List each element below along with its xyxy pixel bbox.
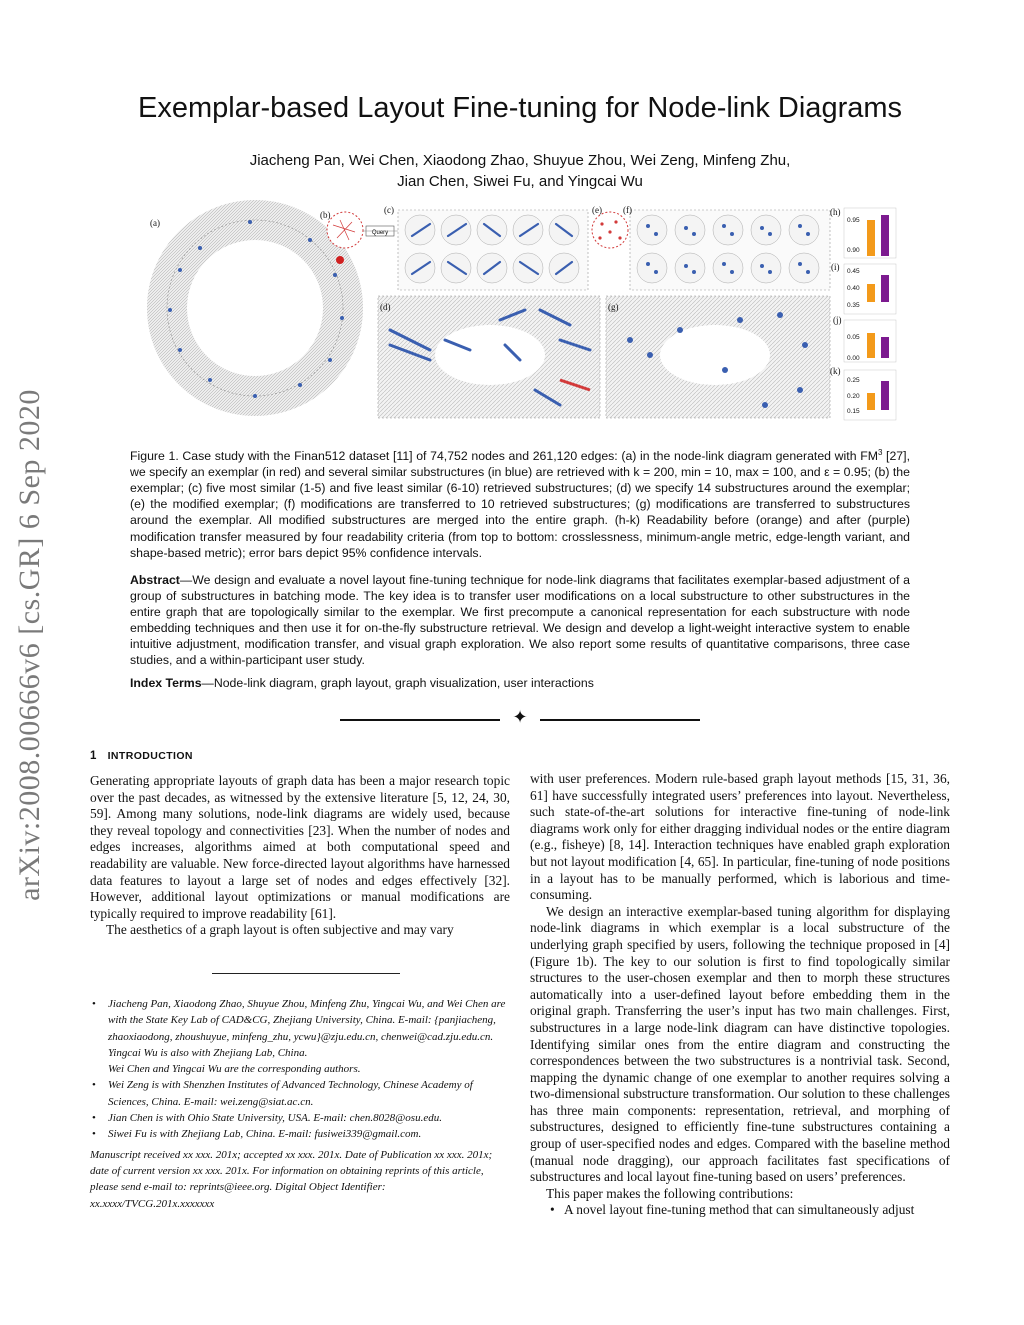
panel-label-e: (e) [592,205,602,215]
footnote-3: • Jian Chen is with Ohio State University, USA. E-mail: chen.8028@osu.edu. [90,1110,512,1126]
manuscript-note: Manuscript received xx xxx. 201x; accepted xx xxx. 201x. Date of Publication xx xxx. 201x; date of current version xx xxx. 201x. For information on obtaining reprints of this article, please send e-mail to: reprints@ieee.org. Digital Object Identifier: xx.xxxx/TVCG.201x.xxxxxxx [90,1148,493,1210]
footnote-1c: Wei Chen and Yingcai Wu are the corresponding authors. [108,1063,361,1076]
paper-title: Exemplar-based Layout Fine-tuning for Node-link Diagrams [137,92,903,124]
bar-k-after [881,381,889,410]
tick-i-1: 0.40 [847,285,860,292]
footnotes [90,996,512,1212]
bar-i-after [881,275,889,302]
arxiv-id-text: arXiv:2008.00666v6 [cs.GR] 6 Sep 2020 [13,389,46,901]
panel-label-k: (k) [830,366,841,376]
query-label: Query [371,230,389,236]
index-terms [130,675,910,691]
panel-label-d: (d) [380,302,391,312]
left-column [90,773,510,939]
panel-label-h: (h) [830,207,841,217]
panel-label-c: (c) [384,205,394,215]
contribution-item-1: • A novel layout fine-tuning method that can simultaneously adjust [530,1202,950,1219]
divider-line-right [540,719,700,721]
intro-paragraph-3: with user preferences. Modern rule-based graph layout methods [15, 31, 36, 61] have successfully integrated users’ preferences into layout. Nevertheless, such state-of-the-art solutions for interactive fine-tuning of node-link diagrams work only for either dragging individual nodes or the entire diagram (e.g., fisheye) [8, 14]. Interaction techniques have enabled graph exploration but not layout modification [4, 65]. In particular, fine-tuning of node positions in a layout has to be manually performed, which is laborious and time-consuming. [530,771,950,903]
bar-h-before [867,220,875,256]
section-divider [340,707,700,730]
exemplar-b [327,212,398,248]
abstract [130,572,910,669]
author-list [180,150,860,192]
figure-caption [130,445,910,561]
abstract-label: Abstract [130,573,180,587]
section-title: INTRODUCTION [107,750,193,762]
caption-superscript: 3 [877,448,883,457]
tick-h-1: 0.90 [847,247,860,254]
tick-i-2: 0.35 [847,302,860,309]
index-terms-text: —Node-link diagram, graph layout, graph visualization, user interactions [201,676,594,690]
caption-part-1: Figure 1. Case study with the Finan512 dataset [11] of 74,752 nodes and 261,120 edges: (a) in the node-link diagram generated with FM [130,449,878,464]
tick-k-1: 0.20 [847,393,860,400]
section-number: 1 [90,750,97,762]
contributions-intro: This paper makes the following contributions: [546,1185,794,1201]
bar-h-after [881,215,889,256]
tick-i-0: 0.45 [847,268,860,275]
footnote-rule [212,973,400,974]
panel-label-i: (i) [831,262,840,272]
authors-line-1: Jiacheng Pan, Wei Chen, Xiaodong Zhao, Shuyue Zhou, Wei Zeng, Minfeng Zhu, [249,152,791,169]
divider-line-left [340,719,500,721]
bar-j-after [881,337,889,358]
footnote-1b: Yingcai Wu is also with Zhejiang Lab, China. [108,1046,308,1059]
section-heading [90,750,193,762]
teaser-figure [140,200,900,425]
intro-paragraph-1: Generating appropriate layouts of graph data has been a major research topic over the past decades, as witnessed by the extensive literature [5, 12, 24, 30, 59]. Among many solutions, node-link diagrams are widely used, because they reveal topology and connectivities [23]. When the number of nodes and edges increases, algorithms aimed at both computational speed and readability are valuable. New force-directed layout algorithms have harnessed data features to layout a large set of nodes and edges effectively [32]. However, additional layout optimizations or manual modifications are typically required to improve readability [61]. [90,773,510,921]
tick-k-0: 0.25 [847,377,860,384]
surrounding-substructures-d [378,296,600,418]
caption-part-2: [27], we specify an exemplar (in red) and several similar substructures (in blue) are retrieved with k = 200, min = 10, max = 100, and ε = 0.95; (b) the exemplar; (c) five most similar (1-5) and five least similar (6-10) retrieved substructures; (d) we specify 14 substructures around the exemplar; (e) the modified exemplar; (f) modifications are transferred to 10 retrieved substructures; (g) modifications are transferred to substructures around the exemplar. All modified substructures are merged into the entire graph. (h-k) Readability before (orange) and after (purple) modification transfer measured by four readability criteria (from top to bottom: crosslessness, minimum-angle metric, edge-length variant, and shape-based metric); error bars depict 95% confidence intervals. [130,449,910,560]
abstract-text: —We design and evaluate a novel layout fine-tuning technique for node-link diagrams that facilitates exemplar-based adjustment of a group of substructures in batching mode. The key idea is to transfer user modifications on a local substructure to other substructures in the entire graph that are topologically similar to the exemplar. We first precompute a canonical representation for each substructure with node embedding techniques and then use it for on-the-fly substructure retrieval. We design and develop a light-weight interactive system to enable intuitive adjustment, modification transfer, and visual graph exploration. We also report some results of quantitative comparisons, three case studies, and a within-participant user study. [130,573,910,668]
footnote-4: • Siwei Fu is with Zhejiang Lab, China. E-mail: fusiwei339@gmail.com. [90,1126,512,1142]
transferred-substructures-f [630,210,830,290]
merged-graph-g [606,296,830,418]
tick-h-0: 0.95 [847,217,860,224]
bar-j-before [867,333,875,358]
panel-label-a: (a) [150,218,160,228]
ring-graph-a [167,220,344,398]
bar-k-before [867,393,875,410]
modified-exemplar-e [592,212,628,248]
right-column [530,771,950,1219]
footnote-1: • Jiacheng Pan, Xiaodong Zhao, Shuyue Zhou, Minfeng Zhu, Yingcai Wu, and Wei Chen are with the State Key Lab of CAD&CG, Zhejiang University, China. E-mail: {panjiacheng, zhaoxiaodong, zhoushuyue, minfeng_zhu, ycwu}@zju.edu.cn, chenwei@cad.zju.edu.cn. [90,996,512,1045]
panel-label-g: (g) [608,302,619,312]
intro-paragraph-2: The aesthetics of a graph layout is often subjective and may vary [106,922,454,938]
index-terms-label: Index Terms [130,676,202,690]
tick-k-2: 0.15 [847,408,860,415]
arxiv-identifier [0,360,60,930]
panel-label-j: (j) [833,315,842,325]
tick-j-0: 0.05 [847,334,860,341]
panel-label-b: (b) [320,210,331,220]
bar-i-before [867,284,875,302]
retrieved-substructures-c [398,210,588,290]
tick-j-1: 0.00 [847,355,860,362]
readability-charts [844,208,896,420]
footnote-2: • Wei Zeng is with Shenzhen Institutes of Advanced Technology, Chinese Academy of Sciences, China. E-mail: wei.zeng@siat.ac.cn. [90,1077,512,1110]
intro-paragraph-4: We design an interactive exemplar-based tuning algorithm for displaying node-link diagrams in which exemplar is a local substructure of the underlying graph specified by users, following the technique proposed in [4] (Figure 1b). The key to our solution is first to find topologically similar structures to the user-chosen exemplar and then to morph these structures automatically into a user-defined layout before embedding them in the original graph. Transferring the user’s input has two main challenges. First, substructures in a large node-link diagram can have distinctive topologies. Identifying similar ones from the entire diagram and constructing the correspondences between the two substructures is a nontrivial task. Second, mapping the dynamic change of one exemplar to another requires solving a two-dimensional substructure transformation. Our solution to these challenges has three main components: representation, retrieval, and morphing of substructures, designed to efficiently fine-tune substructures containing a group of user-specified nodes and edges. Compared with the baseline method (manual node dragging), our approach facilitates fast specifications of substructures and local layout fine-tuning based on users’ preferences. [530,903,950,1185]
divider-star-icon: ✦ [512,707,528,728]
panel-label-f: (f) [623,205,632,215]
authors-line-2: Jian Chen, Siwei Fu, and Yingcai Wu [397,173,643,190]
